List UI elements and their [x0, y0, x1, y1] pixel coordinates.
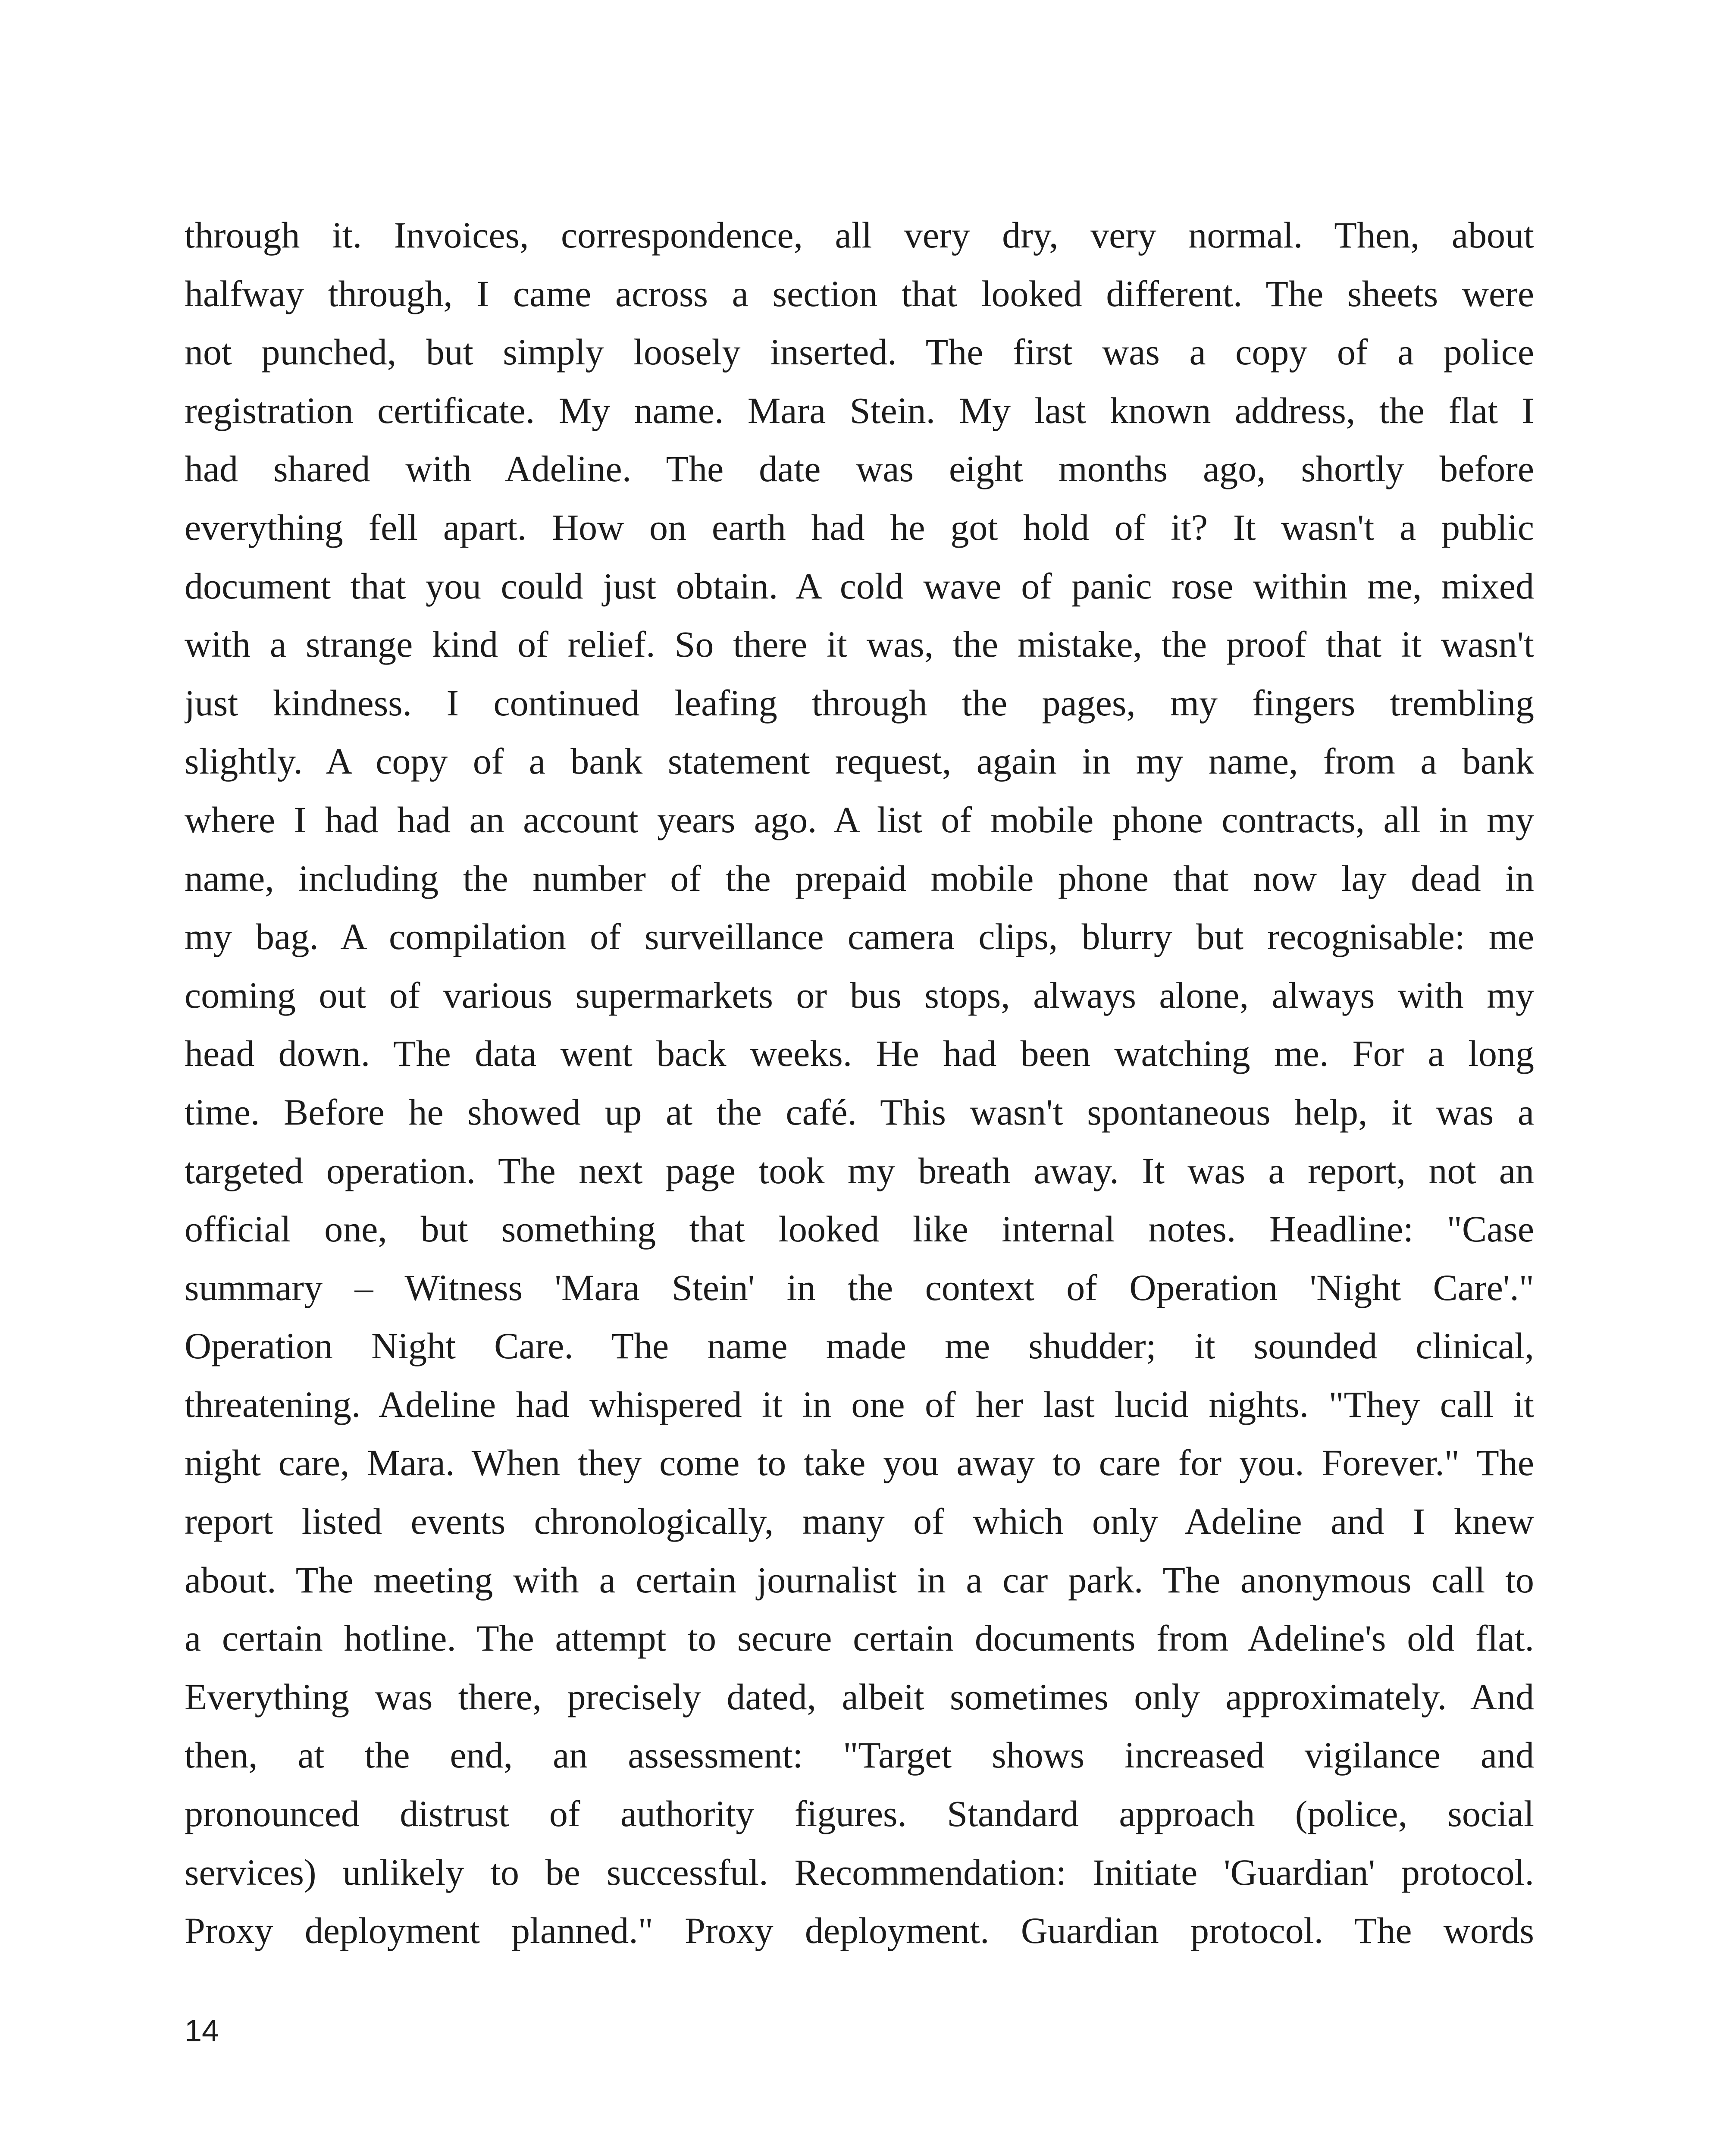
text-line: halfway through, I came across a section that looked different. The sheets were [185, 273, 1534, 314]
body-text [185, 206, 1534, 1960]
text-line: threatening. Adeline had whispered it in one of her last lucid nights. "They call it [185, 1383, 1534, 1425]
text-line: not punched, but simply loosely inserted. The first was a copy of a police [185, 331, 1534, 373]
text-line: pronounced distrust of authority figures. Standard approach (police, social [185, 1793, 1534, 1835]
text-line: registration certificate. My name. Mara Stein. My last known address, the flat I [185, 389, 1534, 431]
text-line: about. The meeting with a certain journalist in a car park. The anonymous call to [185, 1559, 1534, 1601]
text-line: then, at the end, an assessment: "Target shows increased vigilance and [185, 1734, 1534, 1776]
text-line: night care, Mara. When they come to take you away to care for you. Forever." The [185, 1442, 1534, 1484]
text-line: report listed events chronologically, many of which only Adeline and I knew [185, 1501, 1534, 1542]
text-line: summary – Witness 'Mara Stein' in the context of Operation 'Night Care'." [185, 1266, 1534, 1308]
text-line: Proxy deployment planned." Proxy deployment. Guardian protocol. The words [185, 1910, 1534, 1952]
text-line: official one, but something that looked like internal notes. Headline: "Case [185, 1208, 1534, 1250]
text-line: had shared with Adeline. The date was eight months ago, shortly before [185, 448, 1534, 490]
text-line: time. Before he showed up at the café. This wasn't spontaneous help, it was a [185, 1091, 1534, 1133]
text-line: just kindness. I continued leafing through the pages, my fingers trembling [185, 682, 1534, 724]
text-line: my bag. A compilation of surveillance camera clips, blurry but recognisable: me [185, 916, 1534, 958]
text-line: where I had had an account years ago. A list of mobile phone contracts, all in my [185, 799, 1534, 840]
text-line: services) unlikely to be successful. Recommendation: Initiate 'Guardian' protocol. [185, 1851, 1534, 1893]
text-line: everything fell apart. How on earth had he got hold of it? It wasn't a public [185, 506, 1534, 548]
text-line: head down. The data went back weeks. He had been watching me. For a long [185, 1033, 1534, 1075]
text-line: coming out of various supermarkets or bus stops, always alone, always with my [185, 974, 1534, 1016]
text-line: name, including the number of the prepaid mobile phone that now lay dead in [185, 857, 1534, 899]
text-line: a certain hotline. The attempt to secure certain documents from Adeline's old flat. [185, 1617, 1534, 1659]
page-number: 14 [185, 2014, 219, 2048]
text-line: Everything was there, precisely dated, albeit sometimes only approximately. And [185, 1676, 1534, 1717]
text-line: through it. Invoices, correspondence, all very dry, very normal. Then, about [185, 214, 1534, 256]
text-line: targeted operation. The next page took my breath away. It was a report, not an [185, 1150, 1534, 1191]
text-line: Operation Night Care. The name made me shudder; it sounded clinical, [185, 1325, 1534, 1367]
text-line: with a strange kind of relief. So there it was, the mistake, the proof that it wasn't [185, 624, 1534, 665]
text-line: document that you could just obtain. A cold wave of panic rose within me, mixed [185, 565, 1534, 607]
text-line: slightly. A copy of a bank statement request, again in my name, from a bank [185, 740, 1534, 782]
